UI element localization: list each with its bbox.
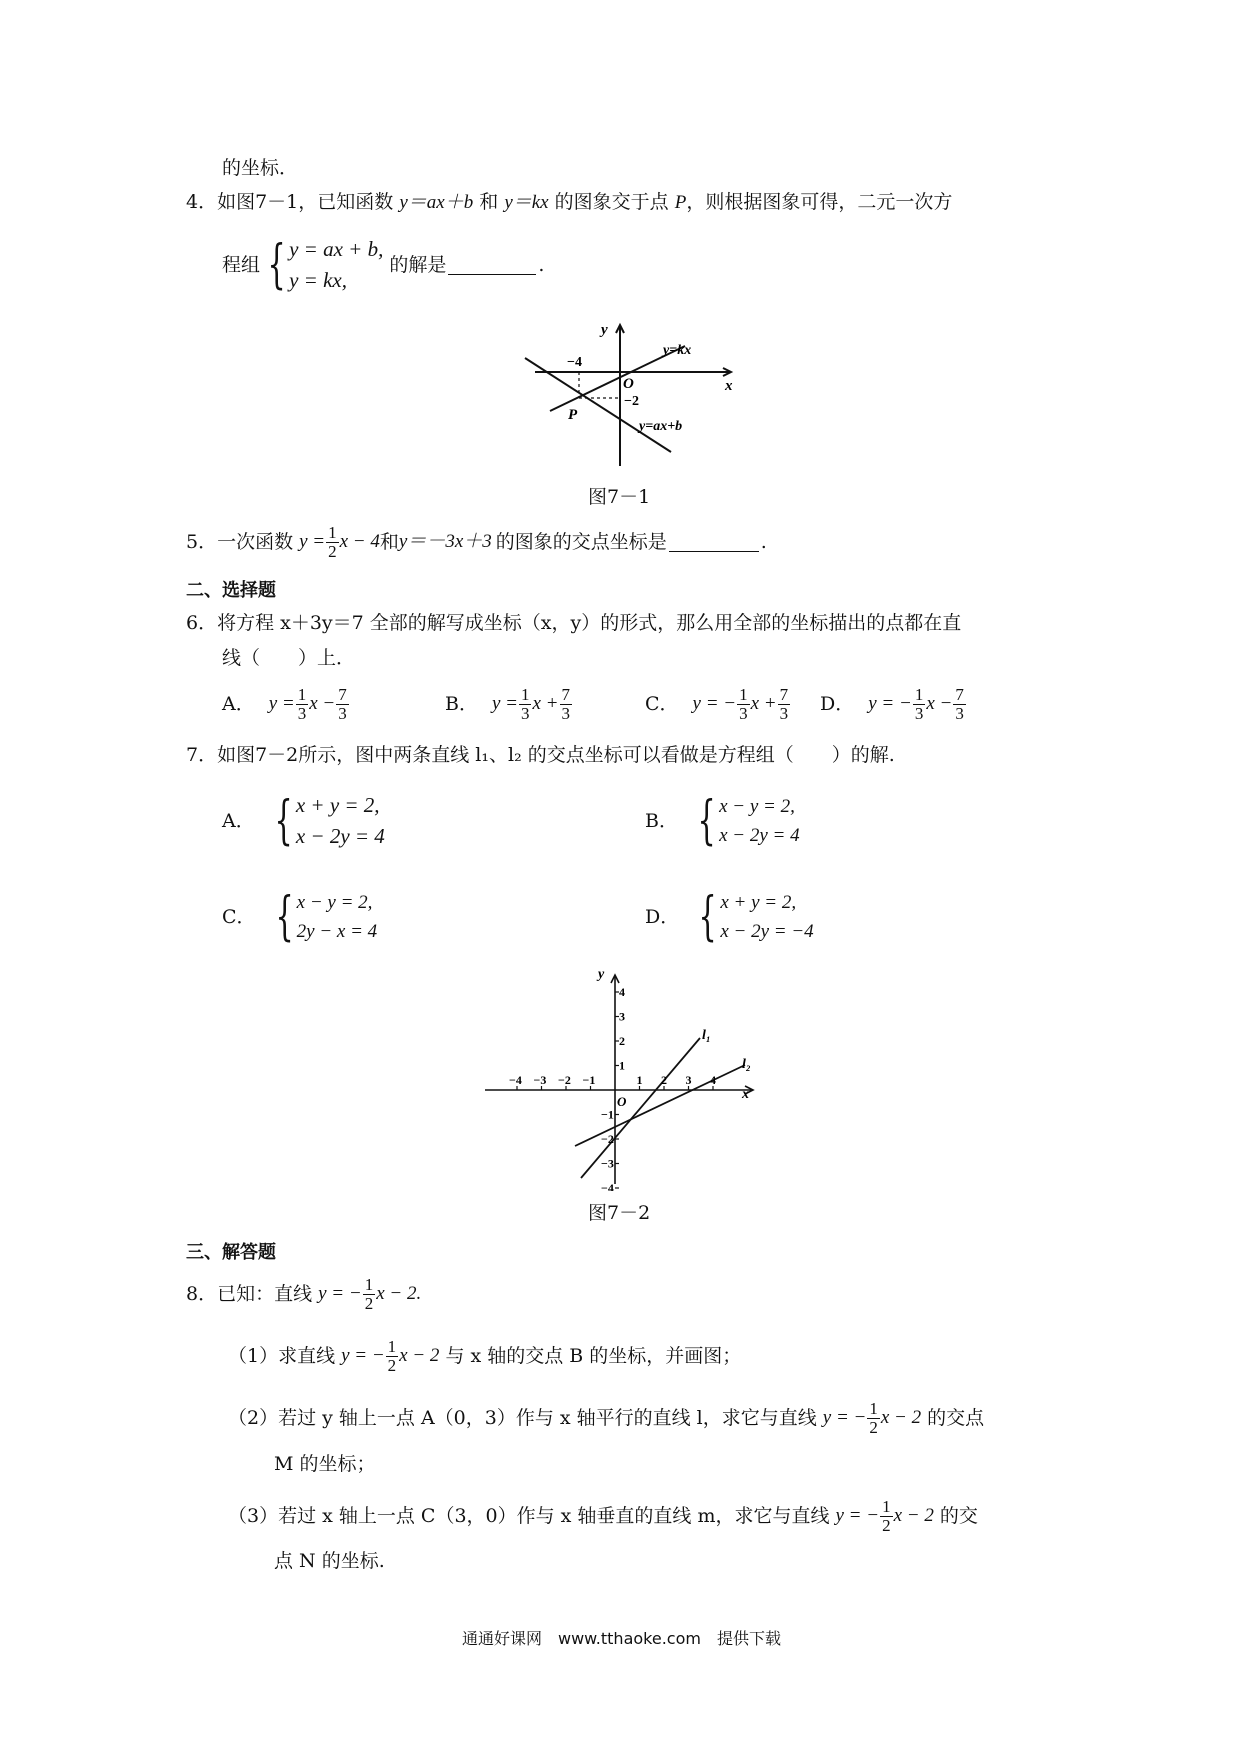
q7-option-b[interactable] (645, 786, 800, 856)
fraction: $\frac{1}{3}$ (739, 684, 748, 723)
fig71-tick-m2: −2 (624, 394, 639, 409)
q8-part3-cont: 点 N 的坐标. (274, 1550, 385, 1572)
x-tick-label: 3 (685, 1073, 692, 1087)
q6-option-b[interactable] (445, 680, 573, 728)
q7-option-a[interactable] (222, 786, 385, 856)
fig71-tick-m4: −4 (567, 355, 582, 370)
q6-line2: 线（ ）上． (222, 647, 356, 669)
option-label: D． (645, 906, 680, 928)
fraction: $\frac{1}{3}$ (297, 684, 307, 723)
option-pre: y = (491, 693, 518, 714)
fraction: $\frac{1}{3}$ (914, 684, 924, 723)
y-tick-label: −2 (601, 1132, 614, 1146)
option-label: A． (222, 693, 255, 715)
q4-eq2: y = kx, (289, 268, 347, 292)
figure-7-2 (480, 966, 770, 1191)
eq-left: y = − (822, 1407, 867, 1428)
q6-line1 (186, 610, 961, 636)
fig72-y-label: y (598, 967, 605, 982)
q4-eq1: y = ax + b, (289, 237, 384, 261)
fraction: $\frac{7}{3}$ (561, 684, 570, 723)
fraction: $\frac{1}{2}$ (869, 1398, 878, 1437)
q4-system (260, 234, 383, 296)
q4-func-1: y＝ax＋b (399, 192, 474, 213)
system: { x + y = 2, x − 2y = 4 (274, 791, 385, 851)
option-pre: y = − (692, 693, 737, 714)
q6-option-a[interactable] (222, 680, 350, 728)
fig72-origin: O (617, 1094, 627, 1109)
q5-fraction: $\frac{1}{2}$ (328, 522, 337, 561)
fig72-x-label: x (742, 1087, 749, 1102)
option-pre: y = (268, 693, 295, 714)
q4-answer-blank (448, 256, 536, 275)
q5-func-2: y＝－3x＋3 (398, 531, 492, 552)
q7-number: 7． (186, 744, 218, 766)
q8-part2-text-2: 的交点 (927, 1407, 985, 1429)
q8-line (186, 1270, 421, 1318)
option-mid: x − (309, 693, 336, 714)
option-label: B． (445, 693, 478, 715)
q5-x: x − 4 (339, 531, 380, 552)
q4-end: . (538, 254, 545, 276)
brace: { (267, 235, 286, 295)
fraction: $\frac{1}{3}$ (520, 684, 530, 723)
q5-answer-blank (669, 533, 759, 552)
fig71-label-kx: y=kx (663, 343, 692, 358)
section-solve-title: 三、解答题 (186, 1242, 276, 1263)
x-tick-label: −2 (558, 1073, 571, 1087)
q7-text: 如图7－2所示，图中两条直线 l₁、l₂ 的交点坐标可以看做是方程组（ ）的解. (217, 744, 895, 766)
fig71-point-p: P (568, 407, 578, 423)
eq-left: y = − (835, 1505, 880, 1526)
x-tick-label: 2 (661, 1073, 667, 1087)
q4-number: 4． (186, 191, 218, 213)
q8-part2 (228, 1394, 984, 1442)
q4-post: 的解是 (389, 254, 447, 276)
q8-part1-text: （1）求直线 (228, 1345, 336, 1367)
x-tick-label: −3 (533, 1073, 547, 1087)
q4-and: 和 (479, 191, 499, 213)
q4-text-3: ，则根据图象可得，二元一次方 (686, 191, 953, 213)
fig71-origin: O (623, 376, 634, 392)
system: { x + y = 2, x − 2y = −4 (698, 887, 814, 947)
option-label: A． (222, 810, 255, 832)
q8-pre: 已知：直线 (217, 1283, 313, 1305)
q7-line (186, 742, 895, 768)
q8-part3-text-2: 的交 (939, 1505, 978, 1527)
x-tick-label: 4 (710, 1073, 716, 1087)
x-tick-label: 1 (636, 1073, 643, 1087)
x-tick-label: −1 (582, 1073, 596, 1087)
q8-part1 (228, 1332, 741, 1380)
line-l1 (581, 1038, 700, 1178)
fig72-label-l2: l₂ (742, 1057, 751, 1072)
system: { x − y = 2, x − 2y = 4 (697, 791, 800, 851)
fraction: $\frac{1}{2}$ (882, 1496, 891, 1535)
q8-part2-text: （2）若过 y 轴上一点 A（0，3）作与 x 轴平行的直线 l，求它与直线 (228, 1407, 817, 1429)
option-label: B． (645, 810, 678, 832)
fraction: $\frac{1}{2}$ (387, 1336, 397, 1375)
option-label: C． (222, 906, 256, 928)
eq-right: x − 2 (399, 1345, 440, 1366)
q4-func-2: y＝kx (504, 192, 549, 213)
fig71-label-axb: y=ax+b (639, 419, 683, 434)
q6-text-1: 将方程 x＋3y＝7 全部的解写成坐标（x，y）的形式，那么用全部的坐标描出的点都在直 (217, 612, 962, 634)
q8-eq-left: y = − (318, 1283, 362, 1304)
q5-line (186, 518, 767, 566)
q6-option-c[interactable] (645, 680, 791, 728)
q8-part1-text-2: 与 x 轴的交点 B 的坐标，并画图； (445, 1345, 742, 1367)
q5-y: y = (299, 531, 326, 552)
q8-number: 8． (186, 1283, 218, 1305)
fraction: $\frac{7}{3}$ (779, 684, 789, 723)
eq-left: y = − (341, 1345, 385, 1366)
q8-part3 (228, 1492, 978, 1540)
q5-pre: 一次函数 (217, 531, 294, 553)
q5-number: 5． (186, 531, 218, 553)
y-tick-label: 2 (619, 1034, 625, 1048)
fraction: $\frac{7}{3}$ (338, 684, 347, 723)
fraction: $\frac{7}{3}$ (955, 684, 964, 723)
option-pre: y = − (868, 693, 912, 714)
option-mid: x − (926, 693, 953, 714)
option-mid: x + (750, 693, 777, 714)
q4-point-p: P (674, 192, 687, 213)
fig71-caption: 图7－1 (588, 486, 651, 508)
q4-line1 (186, 189, 952, 216)
q5-post: 的图象的交点坐标是 (495, 531, 667, 553)
x-tick-label: −4 (509, 1073, 522, 1087)
q4-text-1: 如图7－1，已知函数 (217, 191, 394, 213)
option-label: D． (820, 693, 855, 715)
option-mid: x + (532, 693, 559, 714)
q5-end: . (760, 531, 767, 553)
q4-pre: 程组 (222, 254, 261, 276)
y-tick-label: 1 (619, 1058, 625, 1073)
fig72-caption: 图7－2 (588, 1202, 651, 1224)
q6-option-d[interactable] (820, 680, 967, 728)
fraction: $\frac{1}{2}$ (364, 1274, 374, 1313)
y-tick-label: −4 (601, 1181, 614, 1191)
q5-mid: 和 (379, 531, 399, 553)
y-tick-label: −1 (601, 1107, 614, 1122)
fig71-y-label: y (601, 322, 608, 338)
section-choice-title: 二、选择题 (186, 580, 276, 601)
eq-right: x − 2 (893, 1505, 934, 1526)
figure-7-1 (505, 316, 745, 474)
fig72-label-l1: l₁ (702, 1028, 711, 1043)
q8-eq-right: x − 2. (376, 1283, 422, 1304)
footer-source: 通通好课网 www.tthaoke.com 提供下载 (462, 1629, 781, 1648)
option-label: C． (645, 693, 679, 715)
q3-tail: 的坐标． (222, 157, 299, 179)
fig71-x-label: x (725, 378, 733, 394)
system: { x − y = 2, 2y − x = 4 (274, 887, 378, 947)
y-tick-label: −3 (601, 1156, 614, 1171)
y-tick-label: 4 (619, 985, 625, 999)
q7-option-d[interactable] (645, 882, 814, 952)
q8-part2-cont: M 的坐标； (274, 1453, 376, 1475)
q7-option-c[interactable] (222, 882, 377, 952)
q6-number: 6． (186, 612, 218, 634)
q4-text-2: 的图象交于点 (554, 191, 669, 213)
eq-right: x − 2 (880, 1407, 922, 1428)
q4-system-line (222, 232, 544, 298)
q8-part3-text: （3）若过 x 轴上一点 C（3，0）作与 x 轴垂直的直线 m，求它与直线 (228, 1505, 830, 1527)
y-tick-label: 3 (619, 1009, 625, 1024)
